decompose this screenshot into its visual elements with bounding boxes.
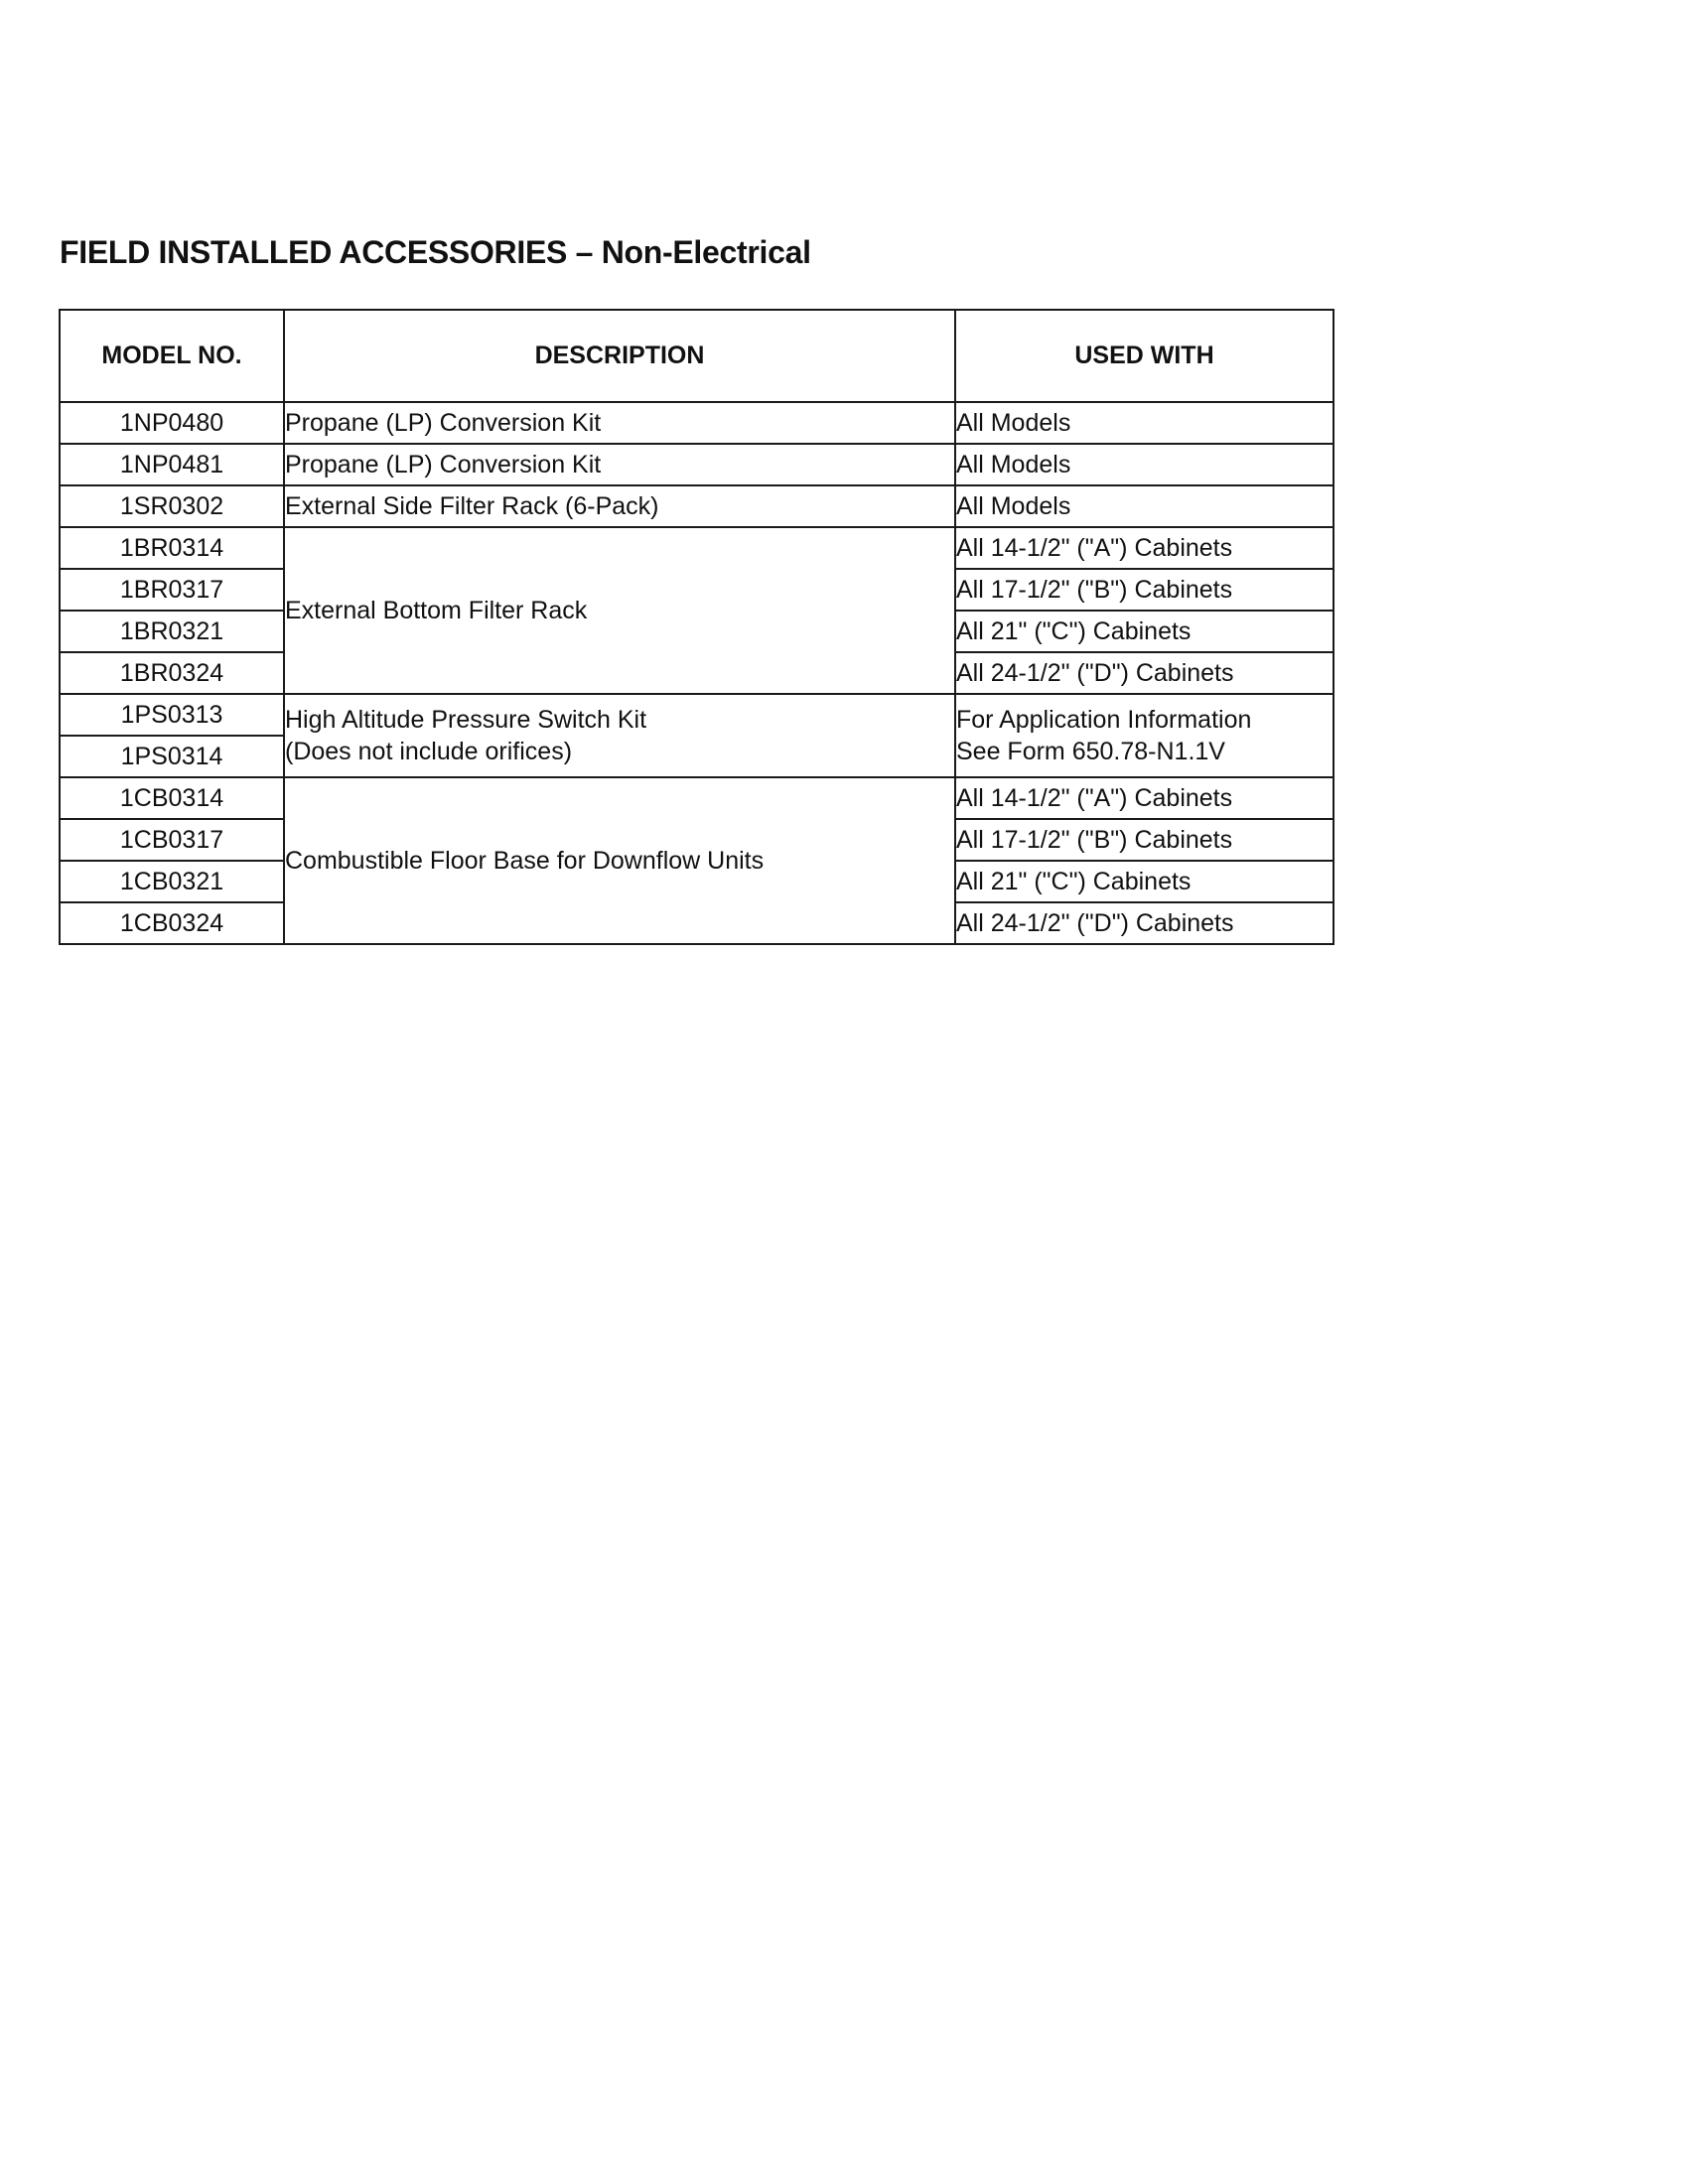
used-with-line: See Form 650.78-N1.1V xyxy=(956,738,1225,765)
table-row xyxy=(60,777,1333,819)
used-with-line: For Application Information xyxy=(956,706,1252,734)
model-cell: 1CB0314 xyxy=(60,777,284,819)
model-cell: 1BR0314 xyxy=(60,527,284,569)
model-cell: 1CB0317 xyxy=(60,819,284,861)
description-cell: External Side Filter Rack (6-Pack) xyxy=(284,485,955,527)
table-row xyxy=(60,694,1333,736)
used-with-cell: All 21" ("C") Cabinets xyxy=(955,611,1333,652)
description-line: (Does not include orifices) xyxy=(285,738,573,765)
column-header-used-with: USED WITH xyxy=(955,310,1333,402)
column-header-description: DESCRIPTION xyxy=(284,310,955,402)
used-with-cell xyxy=(955,694,1333,777)
model-cell: 1BR0324 xyxy=(60,652,284,694)
table-header-row xyxy=(60,310,1333,402)
description-cell xyxy=(284,694,955,777)
table-row xyxy=(60,527,1333,569)
column-header-model: MODEL NO. xyxy=(60,310,284,402)
used-with-cell: All Models xyxy=(955,402,1333,444)
used-with-cell: All 14-1/2" ("A") Cabinets xyxy=(955,777,1333,819)
model-cell: 1BR0317 xyxy=(60,569,284,611)
model-cell: 1NP0480 xyxy=(60,402,284,444)
used-with-cell: All Models xyxy=(955,444,1333,485)
used-with-cell: All 21" ("C") Cabinets xyxy=(955,861,1333,902)
used-with-cell: All 24-1/2" ("D") Cabinets xyxy=(955,902,1333,944)
description-cell: Propane (LP) Conversion Kit xyxy=(284,444,955,485)
accessories-table xyxy=(59,309,1334,945)
used-with-cell: All Models xyxy=(955,485,1333,527)
model-cell: 1PS0313 xyxy=(60,694,284,736)
description-cell: Combustible Floor Base for Downflow Units xyxy=(284,777,955,944)
description-cell: External Bottom Filter Rack xyxy=(284,527,955,694)
used-with-cell: All 17-1/2" ("B") Cabinets xyxy=(955,819,1333,861)
model-cell: 1BR0321 xyxy=(60,611,284,652)
table-row xyxy=(60,402,1333,444)
model-cell: 1SR0302 xyxy=(60,485,284,527)
used-with-cell: All 14-1/2" ("A") Cabinets xyxy=(955,527,1333,569)
page-title: FIELD INSTALLED ACCESSORIES – Non-Electrical xyxy=(60,234,811,270)
used-with-cell: All 17-1/2" ("B") Cabinets xyxy=(955,569,1333,611)
description-cell: Propane (LP) Conversion Kit xyxy=(284,402,955,444)
model-cell: 1NP0481 xyxy=(60,444,284,485)
description-line: High Altitude Pressure Switch Kit xyxy=(285,706,647,734)
used-with-cell: All 24-1/2" ("D") Cabinets xyxy=(955,652,1333,694)
model-cell: 1PS0314 xyxy=(60,736,284,777)
table-row xyxy=(60,444,1333,485)
table-row xyxy=(60,485,1333,527)
model-cell: 1CB0321 xyxy=(60,861,284,902)
model-cell: 1CB0324 xyxy=(60,902,284,944)
